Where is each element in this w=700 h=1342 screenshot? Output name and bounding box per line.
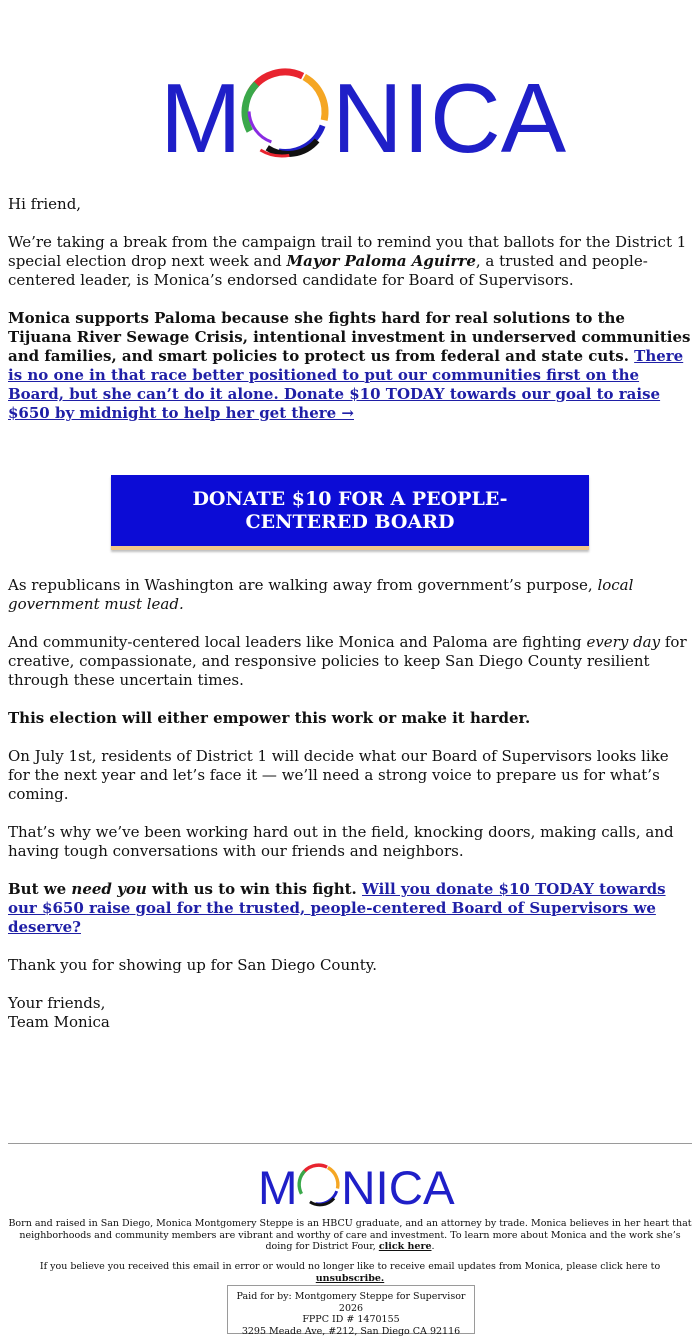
paragraph-election: This election will either empower this work or make it harder. [8, 709, 531, 727]
footer-unsubscribe: If you believe you received this email in error or would no longer like to receive email updates from Monica, please click here to unsubscribe. [39, 1261, 661, 1284]
header-logo [0, 60, 700, 173]
monica-logo [160, 60, 567, 173]
footer-logo [0, 1158, 700, 1214]
logo-letter-m: M [160, 63, 242, 173]
donate-link-raise-goal[interactable]: Will you donate $10 TODAY towards our $650 raise goal for the trusted, people-centered Board of Supervisors we deserve? [8, 880, 666, 936]
paragraph-republicans: As republicans in Washington are walking away from government’s purpose, local government must lead. [8, 576, 634, 613]
monica-logo-small [258, 1158, 455, 1215]
donate-button[interactable]: DONATE $10 FOR A PEOPLE-CENTERED BOARD [111, 475, 589, 550]
paragraph-need-you: But we need you with us to win this fight. Will you donate $10 TODAY towards our $650 raise goal for the trusted, people-centered Board of Supervisors we deserve? [8, 880, 666, 936]
learn-more-link[interactable]: click here [378, 1241, 432, 1252]
candidate-name: Mayor Paloma Aguirre [286, 252, 476, 270]
logo-ring-icon [292, 1158, 346, 1212]
paragraph-leaders: And community-centered local leaders like Monica and Paloma are fighting every day for creative, compassionate, and responsive policies to keep San Diego County resilient through these uncertain times. [8, 633, 687, 689]
greeting: Hi friend, [8, 195, 82, 213]
footer-bio: Born and raised in San Diego, Monica Montgomery Steppe is an HBCU graduate, and an attorney by trade. Monica believes in her heart that neighborhoods and community members are vibrant and worthy of care and investment. To learn more about Monica and the work she’s doing for District Four, click here. [8, 1218, 692, 1252]
paragraph-thanks: Thank you for showing up for San Diego County. [8, 956, 378, 974]
paragraph-supports: Monica supports Paloma because she fights hard for real solutions to the Tijuana River Sewage Crisis, intentional investment in underserved communities and families, and smart policies to protect us from federal and state cuts. There is no one in that race better positioned to put our communities first on the Board, but she can’t do it alone. Donate $10 TODAY towards our goal to raise $650 by midnight to help her get there → [8, 309, 691, 422]
paragraph-field: That’s why we’ve been working hard out in the field, knocking doors, making calls, and having tough conversations with our friends and neighbors. [8, 823, 674, 860]
paid-for-box: Paid for by: Montgomery Steppe for Supervisor 2026 FPPC ID # 1470155 3295 Meade Ave, #212, San Diego CA 92116 [227, 1285, 475, 1334]
paragraph-july: On July 1st, residents of District 1 will decide what our Board of Supervisors looks like for the next year and let’s face it — we’ll need a strong voice to prepare us for what’s coming. [8, 747, 669, 803]
email-body [8, 195, 692, 1051]
cta-container [8, 475, 692, 550]
signoff: Your friends, Team Monica [8, 994, 110, 1031]
svg-text:NICA: NICA [341, 1161, 455, 1215]
logo-ring-icon [230, 57, 341, 169]
logo-letters-nica: NICA [332, 63, 567, 173]
paragraph-ballots: We’re taking a break from the campaign trail to remind you that ballots for the District 1 special election drop next week and Mayor Paloma Aguirre, a trusted and people-centered leader, is Monica’s endorsed candidate for Board of Supervisors. [8, 233, 687, 289]
svg-text:M: M [258, 1161, 298, 1215]
unsubscribe-link[interactable]: unsubscribe. [315, 1272, 385, 1284]
footer-divider [8, 1143, 692, 1144]
donate-link-midnight[interactable]: There is no one in that race better positioned to put our communities first on the Board, but she can’t do it alone. Donate $10 TODAY towards our goal to raise $650 by midnight to help her get there → [8, 347, 684, 422]
